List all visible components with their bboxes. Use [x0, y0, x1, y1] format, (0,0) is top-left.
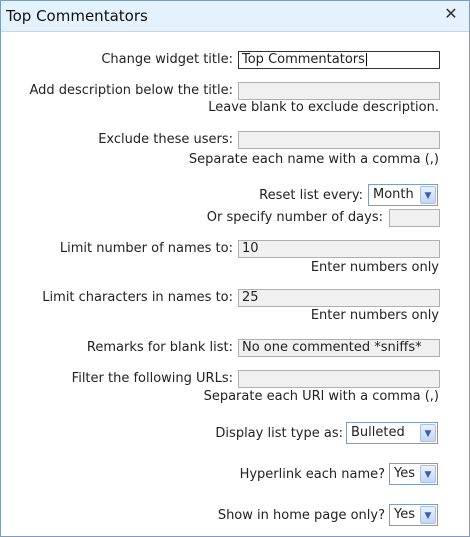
- num-days-input[interactable]: [389, 209, 440, 227]
- list-type-select[interactable]: [346, 422, 438, 444]
- filter-urls-input[interactable]: [238, 370, 440, 388]
- chevron-down-icon[interactable]: ▼: [420, 186, 436, 204]
- chevron-down-icon[interactable]: ▼: [420, 424, 436, 442]
- remarks-input[interactable]: No one commented *sniffs*: [238, 339, 440, 357]
- limit-names-hint: Enter numbers only: [310, 260, 439, 275]
- widget-title-value: Top Commentators: [242, 52, 365, 67]
- home-only-value: Yes: [394, 507, 415, 522]
- num-days-label: Or specify number of days:: [206, 210, 383, 225]
- description-input[interactable]: [238, 82, 440, 100]
- hyperlink-label: Hyperlink each name?: [239, 467, 385, 482]
- reset-list-label: Reset list every:: [259, 188, 363, 203]
- limit-chars-label: Limit characters in names to:: [42, 290, 233, 305]
- limit-names-input[interactable]: 10: [238, 240, 440, 258]
- close-icon[interactable]: ✕: [444, 4, 458, 23]
- reset-list-select[interactable]: [368, 184, 438, 206]
- chevron-down-icon[interactable]: ▼: [420, 465, 436, 483]
- filter-urls-label: Filter the following URLs:: [71, 371, 233, 386]
- description-label: Add description below the title:: [29, 83, 233, 98]
- home-only-label: Show in home page only?: [217, 508, 385, 523]
- limit-chars-hint: Enter numbers only: [310, 308, 439, 323]
- chevron-down-icon[interactable]: ▼: [420, 506, 436, 524]
- reset-list-value: Month: [373, 187, 414, 202]
- hyperlink-select[interactable]: [389, 463, 438, 485]
- exclude-users-input[interactable]: [238, 131, 440, 149]
- list-type-label: Display list type as:: [215, 426, 343, 441]
- widget-title-label: Change widget title:: [101, 52, 233, 67]
- list-type-value: Bulleted: [351, 425, 405, 440]
- exclude-users-hint: Separate each name with a comma (,): [188, 152, 439, 167]
- limit-names-label: Limit number of names to:: [59, 241, 233, 256]
- exclude-users-label: Exclude these users:: [98, 132, 233, 147]
- window-title: Top Commentators: [6, 7, 148, 25]
- home-only-select[interactable]: [389, 504, 438, 526]
- hyperlink-value: Yes: [394, 466, 415, 481]
- text-caret: [366, 53, 367, 66]
- description-hint: Leave blank to exclude description.: [208, 100, 439, 115]
- widget-title-input[interactable]: [238, 51, 440, 69]
- filter-urls-hint: Separate each URl with a comma (,): [203, 389, 439, 404]
- title-bar: [1, 1, 469, 32]
- remarks-label: Remarks for blank list:: [86, 340, 233, 355]
- limit-chars-input[interactable]: 25: [238, 289, 440, 307]
